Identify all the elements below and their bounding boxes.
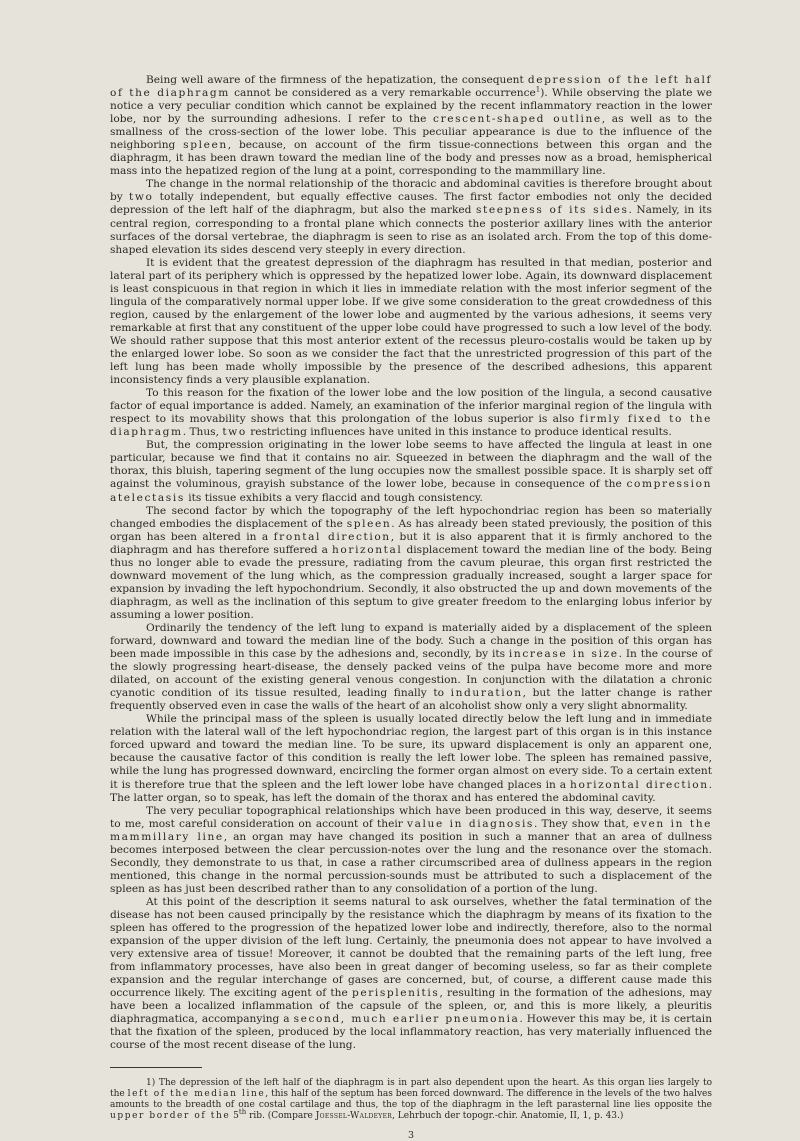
- author-name: Joessel-Waldeyer: [315, 1111, 393, 1122]
- footnote-separator: [110, 1067, 202, 1068]
- spaced-emphasis: spleen: [183, 139, 228, 152]
- spaced-emphasis: frontal direction: [273, 530, 391, 543]
- spaced-emphasis: compression atelectasis: [110, 478, 712, 504]
- spaced-emphasis: value in diagnosis: [407, 817, 534, 830]
- paragraph: Ordinarily the tendency of the left lung to expand is materially aided by a displacement of the spleen forward, downward and toward the median line of the body. Such a change in the position of this organ has been made impossible in this case by the adhesions and, secondly, by its increase in size. In the course of the slowly progressing heart-disease, the densely packed veins of the pulpa have become more and more dilated, on account of the existing general venous congestion. In conjunction with the dilatation a chronic cyanotic condition of its tissue resulted, leading finally to induration, but the latter change is rather frequently observed even in case the walls of the heart of an alcoholist show only a very slight abnormality.: [110, 621, 713, 713]
- spaced-emphasis: firmly fixed to the diaphragm: [110, 413, 712, 439]
- spaced-emphasis: perisplenitis: [351, 987, 440, 1000]
- spaced-emphasis: spleen: [346, 517, 392, 530]
- spaced-emphasis: increase in size: [508, 648, 619, 661]
- paragraph: The change in the normal relationship of the thoracic and abdominal cavities is therefore brought about by two totally independent, but equally effective causes. The first factor embodies not only the decided depression of the left half of the diaphragm, but also the marked steepness of its sides. Namely, in its central region, corresponding to a frontal plane which connects the posterior axillary lines with the anterior surfaces of the dorsal vertebrae, the diaphragm is seen to rise as an isolated arch. From the top of this dome-shaped elevation its sides descend very steeply in every direction.: [110, 178, 712, 256]
- spaced-emphasis: upper border of the: [110, 1111, 231, 1122]
- paragraph: But, the compression originating in the lower lobe seems to have affected the lingula at least in one particular, because we find that it contains no air. Squeezed in between the diaphragm and the wall of the thorax, this bluish, tapering segment of the lung occupies now the smallest possible space. It is sharply set off against the voluminous, grayish substance of the lower lobe, because in consequence of the compression atelectasis its tissue exhibits a very flaccid and tough consistency.: [110, 439, 712, 504]
- spaced-emphasis: steepness of its sides: [475, 204, 629, 217]
- paragraph: To this reason for the fixation of the lower lobe and the low position of the lingula, a second causative factor of equal importance is added. Namely, an examination of the inferior marginal region of the lingula with respect to its movability shows that this prolongation of the lobus superior is also firmly fixed to the diaphragm. Thus, two restricting influences have united in this instance to produce identical results.: [110, 387, 712, 439]
- page-number: 3: [407, 1130, 415, 1141]
- paragraph: It is evident that the greatest depression of the diaphragm has resulted in that median, posterior and lateral part of its periphery which is oppressed by the hepatized lower lobe. Again, its downward displacement is least conspicuous in that region in which it lies in immediate relation with the most inferior segment of the lingula of the comparatively normal upper lobe. If we give some consideration to the great crowdedness of this region, caused by the enlargement of the lower lobe and augmented by the various adhesions, it seems very remarkable at first that any constituent of the upper lobe could have progressed to such a low level of the body. We should rather suppose that this most anterior extent of the recessus pleuro-costalis would be taken up by the enlarged lower lobe. So soon as we consider the fact that the unrestricted progression of this part of the left lung has been made wholly impossible by the presence of the described adhesions, this apparent inconsistency finds a very plausible explanation.: [110, 256, 712, 387]
- spaced-emphasis: two: [222, 426, 247, 439]
- spaced-emphasis: two: [128, 191, 154, 204]
- footnote: [110, 1078, 712, 1123]
- spaced-emphasis: left of the median line: [127, 1088, 266, 1099]
- spaced-emphasis: depression of the left half of the diaphragm: [110, 74, 712, 100]
- spaced-emphasis: even in the mammillary line: [110, 817, 712, 843]
- paragraph: At this point of the description it seems natural to ask ourselves, whether the fatal termination of the disease has not been caused principally by the resistance which the diaphragm by means of its fixation to the spleen has offered to the progression of the hepatized lower lobe and indirectly, therefore, also to the normal expansion of the upper division of the left lung. Certainly, the pneumonia does not appear to have involved a very extensive area of tissue! Moreover, it cannot be doubted that the remaining parts of the left lung, free from inflammatory processes, have also been in great danger of becoming useless, so far as their complete expansion and the regular interchange of gases are concerned, but, of course, a different cause made this occurrence likely. The exciting agent of the perisplenitis, resulting in the formation of the adhesions, may have been a localized inflammation of the capsule of the spleen, or, and this is more likely, a pleuritis diaphragmatica, accompanying a second, much earlier pneumonia. However this may be, it is certain that the fixation of the spleen, produced by the local inflammatory reaction, has very materially influenced the course of the most recent disease of the lung.: [110, 895, 713, 1052]
- paragraph: Being well aware of the firmness of the hepatization, the consequent depression of the left half of the diaphragm cannot be considered as a very remarkable occurrence$^1$). While observing the plate we notice a very peculiar condition which cannot be explained by the recent inflammatory reaction in the lower lobe, nor by the surrounding adhesions. I refer to the crescent-shaped outline, as well as to the smallness of the cross-section of the lower lobe. This peculiar appearance is due to the influence of the neighboring spleen, because, on account of the firm tissue-connections between this organ and the diaphragm, it has been drawn toward the median line of the body and presses now as a broad, hemispherical mass into the hepatized region of the lung at a point, corresponding to the mammillary line.: [110, 74, 713, 178]
- spaced-emphasis: induration: [450, 687, 523, 700]
- spaced-emphasis: horizontal direction: [570, 778, 709, 791]
- spaced-emphasis: horizontal: [332, 543, 403, 556]
- paragraph: While the principal mass of the spleen is usually located directly below the left lung and in immediate relation with the lateral wall of the left hypochondriac region, the largest part of this organ is in this instance forced upward and toward the median line. To be sure, its upward displacement is only an apparent one, because the causative factor of this condition is really the left lower lobe. The spleen has remained passive, while the lung has progressed downward, encircling the former organ almost on every side. To a certain extent it is therefore true that the spleen and the left lower lobe have changed places in a horizontal direction. The latter organ, so to speak, has left the domain of the thorax and has entered the abdominal cavity.: [110, 713, 713, 804]
- spaced-emphasis: crescent-shaped outline: [433, 113, 602, 126]
- body-text: [110, 74, 712, 1053]
- footnote-text: 1) The depression of the left half of the diaphragm is in part also dependent upon the heart. As this organ lies largely to the left of the median line, this half of the septum has been forced downward. The difference in the levels of the two halves amounts to the breadth of one costal cartilage and thus, the top of the diaphragm in the left parasternal line lies opposite the upper border of the 5th rib. (Compare Joessel-Waldeyer, Lehrbuch der topogr.-chir. Anatomie, II, 1, p. 43.): [110, 1077, 712, 1122]
- spaced-emphasis: second, much earlier pneumonia: [293, 1013, 520, 1026]
- paragraph: The very peculiar topographical relationships which have been produced in this way, deserve, it seems to me, most careful consideration on account of their value in diagnosis. They show that, even in the mammillary line, an organ may have changed its position in such a manner that an area of dullness becomes interposed between the clear percussion-notes over the lung and the resonance over the stomach. Secondly, they demonstrate to us that, in case a rather circumscribed area of dullness appears in the region mentioned, this change in the normal percussion-sounds must be attributed to such a displacement of the spleen as has just been described rather than to any consolidation of a portion of the lung.: [110, 804, 713, 895]
- superscript: th: [238, 1108, 247, 1117]
- superscript: 1: [535, 85, 541, 94]
- paragraph: The second factor by which the topography of the left hypochondriac region has been so materially changed embodies the displacement of the spleen. As has already been stated previously, the position of this organ has been altered in a frontal direction, but it is also apparent that it is firmly anchored to the diaphragm and has therefore suffered a horizontal displacement toward the median line of the body. Being thus no longer able to evade the pressure, radiating from the cavum pleurae, this organ first restricted the downward movement of the lung which, as the compression gradually increased, sought a larger space for expansion by invading the left hypochondrium. Secondly, it also obstructed the up and down movements of the diaphragm, as well as the inclination of this septum to give greater freedom to the enlarging lobus inferior by assuming a lower position.: [110, 504, 712, 621]
